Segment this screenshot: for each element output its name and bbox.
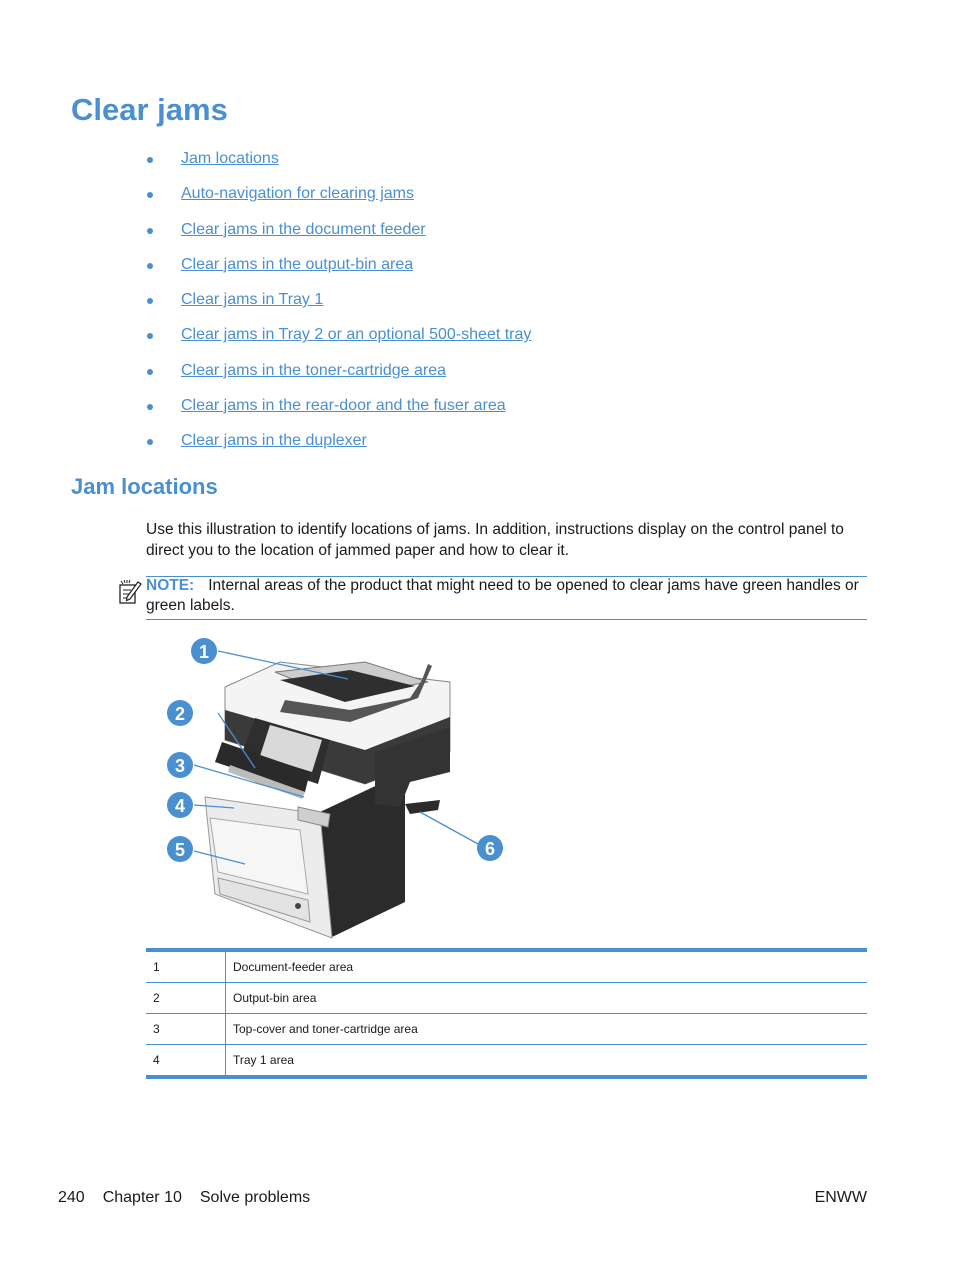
- toc-link-tray-2[interactable]: Clear jams in Tray 2 or an optional 500-sheet tray: [181, 326, 532, 344]
- bullet-icon: [147, 298, 153, 304]
- toc-link-toner-cartridge[interactable]: Clear jams in the toner-cartridge area: [181, 361, 447, 379]
- toc-link-tray-1[interactable]: Clear jams in Tray 1: [181, 291, 324, 308]
- page-number: 240: [58, 1189, 85, 1206]
- toc-link-output-bin[interactable]: Clear jams in the output-bin area: [181, 255, 414, 273]
- table-cell-number: 3: [146, 1014, 226, 1045]
- toc-link-document-feeder[interactable]: Clear jams in the document feeder: [181, 220, 426, 238]
- table-cell-label: Document-feeder area: [226, 950, 868, 983]
- note-text: Internal areas of the product that might need to be opened to clear jams have green handles or green labels.: [146, 577, 859, 614]
- bullet-icon: [147, 192, 153, 198]
- callout-2: [167, 700, 193, 726]
- callout-3: [167, 752, 193, 778]
- footer-chapter-title: Solve problems: [199, 1189, 311, 1206]
- jam-locations-table: [146, 948, 867, 1079]
- power-button: [295, 903, 301, 909]
- table-cell-number: 1: [146, 950, 226, 983]
- toc-link-jam-locations[interactable]: Jam locations: [181, 150, 279, 167]
- callout-4: [167, 792, 193, 818]
- bullet-icon: [147, 228, 153, 234]
- toc-link-rear-door-fuser[interactable]: Clear jams in the rear-door and the fuser area: [181, 396, 506, 414]
- table-cell-label: Output-bin area: [226, 983, 868, 1014]
- toc-link-duplexer[interactable]: Clear jams in the duplexer: [181, 432, 367, 449]
- bullet-icon: [147, 439, 153, 445]
- table-cell-label: Tray 1 area: [233, 1053, 294, 1067]
- callout-line-6: [420, 812, 478, 844]
- callout-1: [191, 638, 217, 664]
- table-row: [146, 1014, 867, 1045]
- note: [146, 576, 868, 616]
- table-cell-label: Top-cover and toner-cartridge area: [226, 1014, 868, 1045]
- table-row: [146, 950, 867, 983]
- callout-label-1: 1: [198, 642, 210, 662]
- bullet-icon: [147, 404, 153, 410]
- note-divider-bottom: [146, 619, 867, 620]
- toc-link-auto-navigation[interactable]: Auto-navigation for clearing jams: [181, 185, 415, 203]
- callout-label-2: 2: [174, 704, 186, 724]
- callout-label-5: 5: [174, 840, 186, 860]
- callout-5: [167, 836, 193, 862]
- callout-6: [477, 835, 503, 861]
- callout-label-6: 6: [484, 839, 496, 859]
- intro-paragraph: Use this illustration to identify locations of jams. In addition, instructions display on the control panel to direct you to the location of jammed paper and how to clear it.: [146, 521, 844, 559]
- footer-left: [58, 1189, 328, 1207]
- printer-jam-locations-illustration: [160, 632, 520, 942]
- table-cell-number: 2: [146, 983, 226, 1014]
- footer-chapter: Chapter 10: [102, 1189, 182, 1206]
- section-title: Jam locations: [71, 474, 218, 499]
- table-row: [146, 1045, 867, 1078]
- note-label: NOTE:: [146, 577, 195, 594]
- tray-1-extension: [405, 800, 440, 814]
- callout-label-3: 3: [174, 756, 186, 776]
- bullet-icon: [147, 333, 153, 339]
- bullet-icon: [147, 263, 153, 269]
- page-title: Clear jams: [71, 92, 228, 127]
- bullet-icon: [147, 157, 153, 163]
- note-pencil-icon: [118, 579, 142, 605]
- bullet-icon: [147, 369, 153, 375]
- callout-label-4: 4: [174, 796, 186, 816]
- table-row: [146, 983, 867, 1014]
- table-cell-number: 4: [146, 1045, 226, 1078]
- footer-right: ENWW: [814, 1189, 867, 1206]
